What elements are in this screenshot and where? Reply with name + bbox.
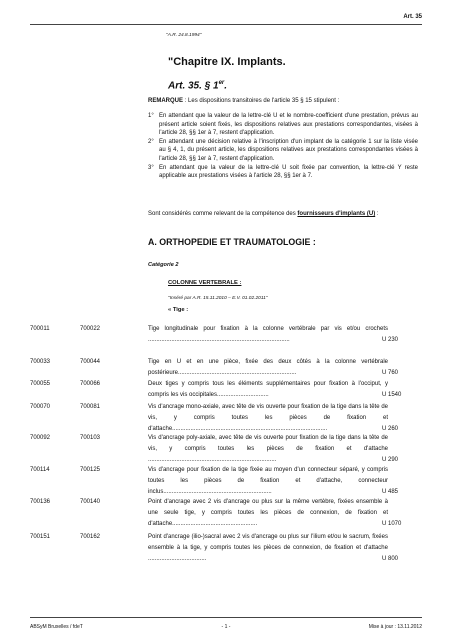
code-hospitalized: 700044 xyxy=(80,359,101,365)
row-value: U 260 xyxy=(382,426,399,432)
transitional-list xyxy=(148,112,418,181)
code-hospitalized: 700081 xyxy=(80,404,101,410)
row-value: U 230 xyxy=(382,337,399,343)
code-ambulant: 700114 xyxy=(30,467,50,473)
row-value: U 1540 xyxy=(382,392,402,398)
code-ambulant: 700136 xyxy=(30,499,51,505)
item-number: 1° xyxy=(148,113,154,119)
statement-before: Sont considérés comme relevant de la compétence des xyxy=(148,211,298,217)
transitional-item xyxy=(148,112,418,138)
remark-text: : Les dispositions transitoires de l'article 35 § 15 stipulent : xyxy=(183,98,340,104)
code-ambulant: 700151 xyxy=(30,534,51,540)
row-value: U 1070 xyxy=(382,521,402,527)
code-ambulant: 700070 xyxy=(30,404,51,410)
row-description: Vis d'ancrage pour fixation de la tige fixée au moyen d'un connecteur séparé, y compris toutes les pièces de fixation et d'attache, connecteur inclus................................................................. xyxy=(148,467,388,495)
footer-divider xyxy=(30,617,422,618)
footer-right: Mise à jour : 13.11.2012 xyxy=(368,624,422,630)
section-heading: A. ORTHOPEDIE ET TRAUMATOLOGIE : xyxy=(148,237,316,247)
row-value: U 800 xyxy=(382,556,399,562)
column-title: COLONNE VERTEBRALE : xyxy=(168,280,242,286)
code-hospitalized: 700125 xyxy=(80,467,101,473)
transitional-item xyxy=(148,138,418,164)
code-hospitalized: 700162 xyxy=(80,534,101,540)
item-text: En attendant que la valeur de la lettre-clé U soit fixée par convention, la lettre-clé Y reste applicable aux prestations visées à l'article 28, §§ 1er à 7. xyxy=(159,164,418,180)
code-hospitalized: 700140 xyxy=(80,499,101,505)
transitional-item xyxy=(148,164,418,181)
row-description: Vis d'ancrage poly-axiale, avec tête de vis ouverte pour fixation de la tige dans la tête de vis, y compris toutes les pièces de fixation et d'attache ............................................................................. xyxy=(148,435,388,463)
row-description: Point d'ancrage (ilio-)sacral avec 2 vis d'ancrage ou plus sur l'ilium et/ou le sacrum, fixées ensemble à la tige, y compris toutes les pièces de connexion, de fixation et d'attache ................................... xyxy=(148,534,388,562)
statement-after: : xyxy=(375,211,379,217)
tige-heading: « Tige : xyxy=(168,307,189,313)
row-value: U 290 xyxy=(382,457,399,463)
competence-statement xyxy=(148,210,418,218)
code-hospitalized: 700103 xyxy=(80,435,101,441)
row-description: Tige longitudinale pour fixation à la colonne vertébrale par vis et/ou crochets ..................................................................................... xyxy=(148,326,388,343)
item-text: En attendant une décision relative à l'inscription d'un implant de la catégorie 1 sur la liste visée au § 4, 1, du présent article, les dispositions relatives aux prestations correspondantes visées à l'article 28, §§ 1er à 7, restent d'application. xyxy=(159,138,418,162)
footer-page: - 1 - xyxy=(221,624,231,630)
row-description: Vis d'ancrage mono-axiale, avec tête de vis ouverte pour fixation de la tige dans la tête de vis, y compris toutes les pièces de fixation et d'attache............................................................................................. xyxy=(148,404,388,432)
chapter-title: "Chapitre IX. Implants. xyxy=(168,56,286,68)
row-value: U 760 xyxy=(382,370,399,376)
code-ambulant: 700092 xyxy=(30,435,51,441)
header-divider xyxy=(30,24,422,25)
footer-left: ABSyM Bruxelles / fdeT xyxy=(30,624,83,630)
item-number: 3° xyxy=(148,164,154,171)
code-ambulant: 700011 xyxy=(30,326,50,332)
item-number: 2° xyxy=(148,138,154,145)
inserted-note: "Inséré par A.R. 15.11.2010 – E.V. 01.02.2011" xyxy=(168,296,268,301)
suppliers-link-text: fournisseurs d'implants (U) xyxy=(297,211,376,217)
item-text: En attendant que la valeur de la lettre-clé U et le nombre-coefficient d'une prestation, prévus au présent article soient fixés, les dispositions relatives aux prestations correspondantes, visées à l'article 28, §§ 1er à 7, restent d'application. xyxy=(159,113,418,137)
ar-date: "A.R. 24.8.1994" xyxy=(166,33,202,38)
code-ambulant: 700033 xyxy=(30,359,51,365)
row-value: U 485 xyxy=(382,489,399,495)
article-title-sup: er xyxy=(218,80,225,86)
header-article: Art. 35 xyxy=(403,14,422,20)
row-description: Tige en U et en une pièce, fixée des deux côtés à la colonne vertébrale postérieure....................................................................... xyxy=(148,359,388,376)
code-ambulant: 700055 xyxy=(30,381,51,387)
article-title-text: Art. 35. § 1 xyxy=(168,80,219,92)
remark-label: REMARQUE xyxy=(148,98,184,104)
article-title xyxy=(168,80,227,91)
category-label: Catégorie 2 xyxy=(148,262,179,268)
code-hospitalized: 700066 xyxy=(80,381,101,387)
remark xyxy=(148,97,418,105)
row-description: Point d'ancrage avec 2 vis d'ancrage ou plus sur la même vertèbre, fixées ensemble à une seule tige, y compris toutes les pièces de connexion, de fixation et d'attache................................................... xyxy=(148,499,388,527)
row-description: Deux tiges y compris tous les éléments supplémentaires pour fixation à l'occiput, y compris les vis occipitales............................... xyxy=(148,381,388,398)
article-title-suffix: . xyxy=(224,80,228,92)
code-hospitalized: 700022 xyxy=(80,326,101,332)
